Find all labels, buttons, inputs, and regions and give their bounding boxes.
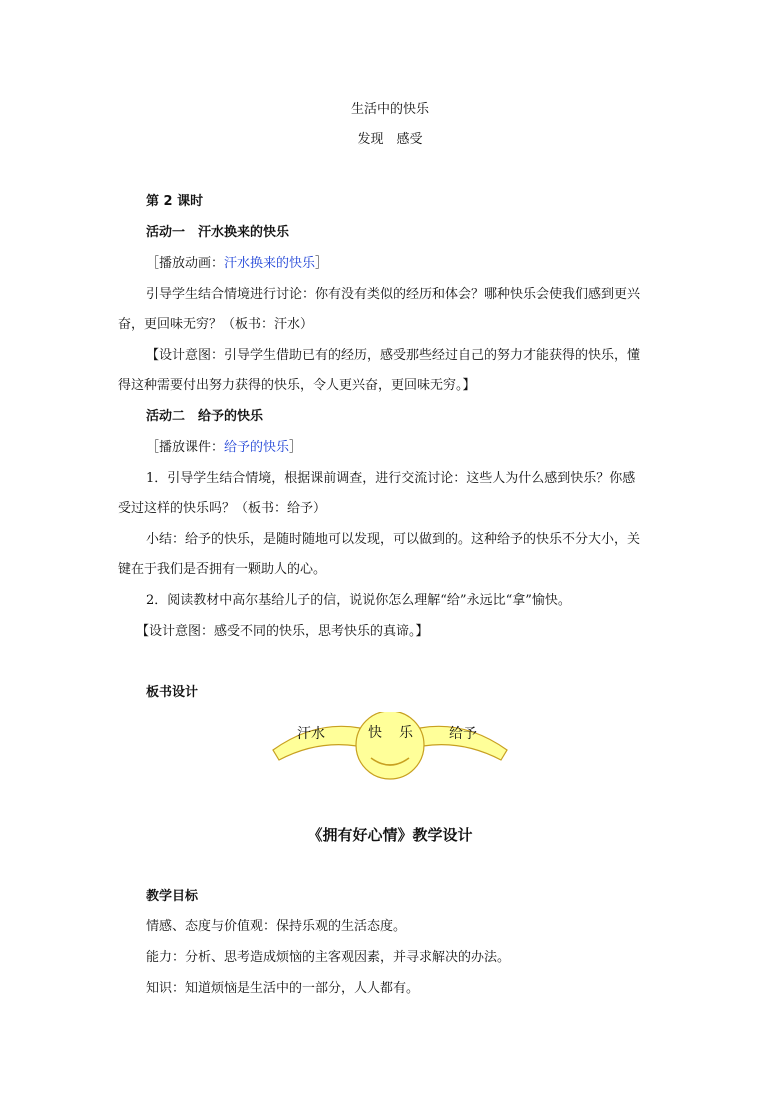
activity2-step1-line1: 1．引导学生结合情境，根据课前调查，进行交流讨论：这些人为什么感到快乐？你感	[146, 471, 636, 486]
activity1-heading: 活动一 汗水换来的快乐	[146, 225, 290, 240]
activity2-summary-line2: 键在于我们是否拥有一颗助人的心。	[118, 562, 327, 577]
activity2-step1-line2: 受过这样的快乐吗？（板书：给予）	[118, 501, 327, 516]
board-center-label-1: 快	[368, 725, 382, 741]
activity1-media-link[interactable]: 汗水换来的快乐	[224, 256, 316, 271]
activity1-media	[146, 254, 328, 274]
activity1-intent-line2: 得这种需要付出努力获得的快乐，令人更兴奋，更回味无穷。】	[118, 378, 476, 393]
activity2-summary-line1: 小结：给予的快乐，是随时随地可以发现，可以做到的。这种给予的快乐不分大小，关	[146, 532, 641, 547]
page-subtitle: 发现 感受	[357, 132, 423, 147]
activity1-media-suffix: ］	[315, 256, 329, 271]
board-diagram	[265, 712, 515, 782]
board-right-label: 给予	[449, 726, 477, 742]
smiley-face-shape	[356, 712, 424, 779]
activity1-media-prefix: ［播放动画：	[146, 256, 225, 271]
activity2-media-prefix: ［播放课件：	[146, 440, 225, 455]
session-heading: 第 2 课时	[146, 194, 204, 209]
goal-ability: 能力：分析、思考造成烦恼的主客观因素，并寻求解决的办法。	[146, 950, 511, 965]
activity2-media-link[interactable]: 给予的快乐	[224, 440, 290, 455]
board-heading: 板书设计	[146, 685, 199, 700]
activity2-media-suffix: ］	[289, 440, 303, 455]
activity1-discussion-line1: 引导学生结合情境进行讨论：你有没有类似的经历和体会？哪种快乐会使我们感到更兴	[146, 287, 641, 302]
activity1-discussion-line2: 奋，更回味无穷？（板书：汗水）	[118, 317, 314, 332]
activity2-step2: 2．阅读教材中高尔基给儿子的信，说说你怎么理解“给”永远比“拿”愉快。	[146, 593, 571, 608]
page-title: 生活中的快乐	[350, 102, 429, 117]
goals-heading: 教学目标	[146, 889, 199, 904]
goal-emotion: 情感、态度与价值观：保持乐观的生活态度。	[146, 919, 407, 934]
activity2-heading: 活动二 给予的快乐	[146, 409, 264, 424]
activity2-intent: 【设计意图：感受不同的快乐，思考快乐的真谛。】	[136, 624, 429, 639]
goal-knowledge: 知识：知道烦恼是生活中的一部分，人人都有。	[146, 981, 420, 996]
activity1-intent-line1: 【设计意图：引导学生借助已有的经历，感受那些经过自己的努力才能获得的快乐，懂	[146, 348, 641, 363]
board-center-label-2: 乐	[399, 725, 413, 741]
board-left-label: 汗水	[297, 726, 325, 742]
design2-title: 《拥有好心情》教学设计	[307, 826, 473, 844]
activity2-media	[146, 438, 302, 458]
board-diagram-graphic	[265, 712, 515, 782]
